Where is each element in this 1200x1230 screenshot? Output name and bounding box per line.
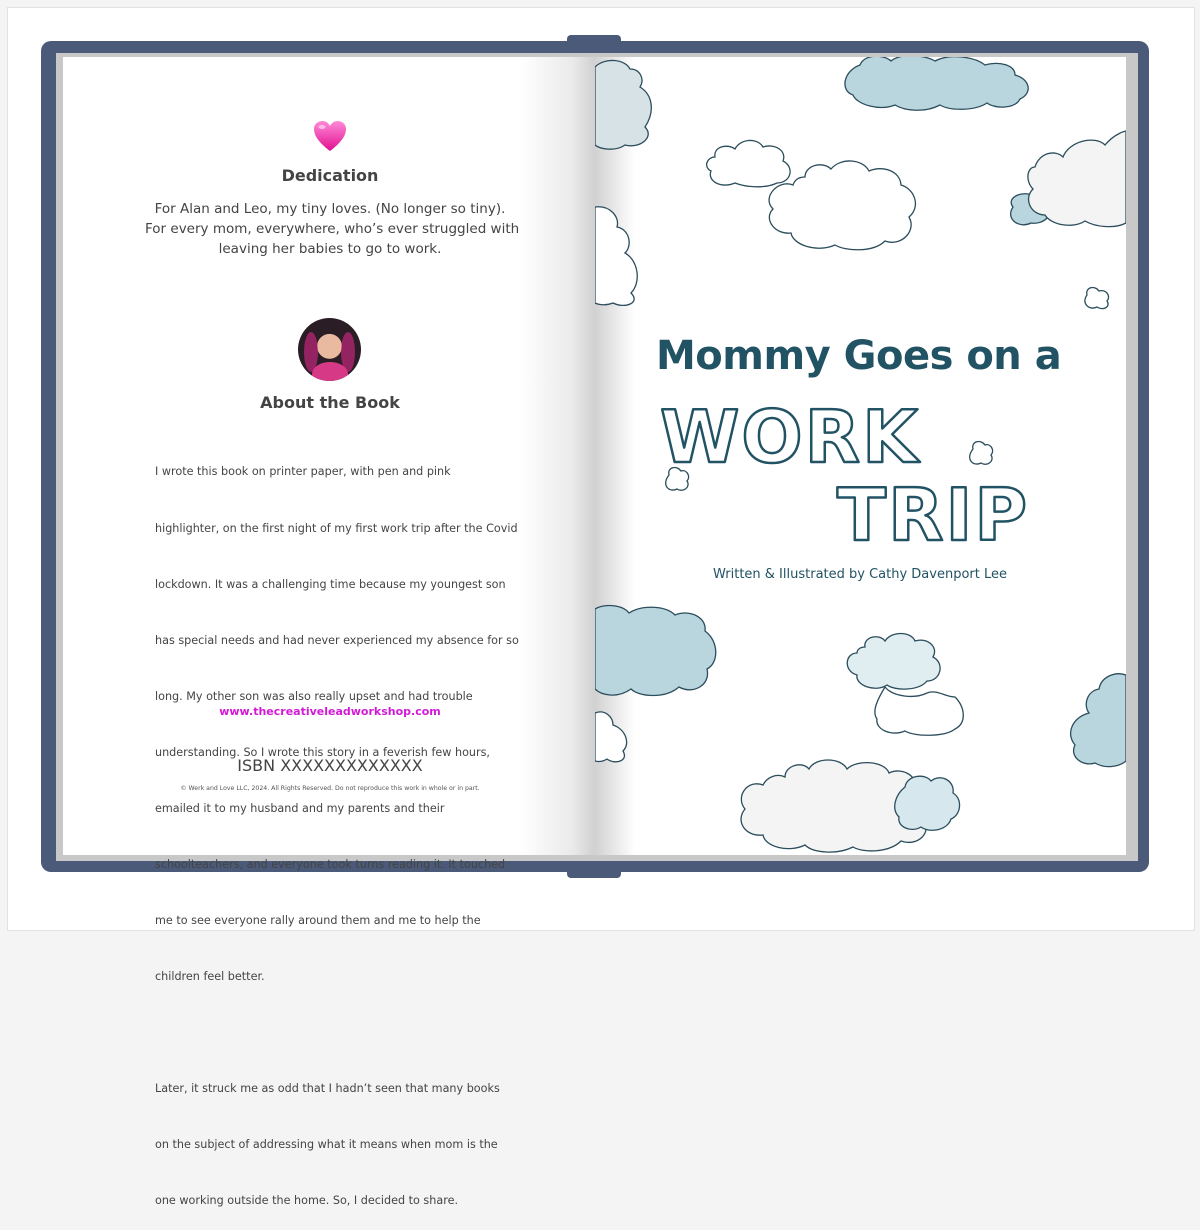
cloud-icon bbox=[595, 712, 627, 762]
about-heading: About the Book bbox=[260, 393, 400, 412]
about-line: schoolteachers, and everyone took turns reading it. It touched bbox=[155, 858, 506, 872]
dedication-line: For Alan and Leo, my tiny loves. (No longer so tiny). bbox=[154, 201, 506, 217]
about-line: Later, it struck me as odd that I hadn’t seen that many books bbox=[155, 1081, 500, 1095]
about-text bbox=[155, 426, 519, 1230]
book-title-bubble-letters bbox=[655, 390, 1075, 550]
cloud-icon bbox=[595, 606, 716, 696]
dedication-line: For every mom, everywhere, who’s ever struggled with bbox=[145, 221, 520, 237]
byline: Written & Illustrated by Cathy Davenport Lee bbox=[713, 567, 1007, 582]
cloud-icon bbox=[845, 57, 1028, 110]
isbn-text: ISBN XXXXXXXXXXXXX bbox=[237, 756, 423, 775]
dedication-line: leaving her babies to go to work. bbox=[218, 241, 442, 257]
about-line: on the subject of addressing what it means when mom is the bbox=[155, 1138, 498, 1152]
cloud-icon bbox=[769, 161, 915, 250]
spine-tab-top bbox=[567, 35, 621, 47]
spine-tab-bottom bbox=[567, 866, 621, 878]
cloud-icon bbox=[847, 634, 940, 690]
author-avatar bbox=[298, 318, 361, 381]
about-line: highlighter, on the first night of my first work trip after the Covid bbox=[155, 521, 518, 535]
cloud-icon bbox=[707, 140, 790, 186]
about-line: understanding. So I wrote this story in a feverish few hours, bbox=[155, 745, 490, 759]
cloud-icon bbox=[1085, 288, 1109, 309]
website-link[interactable]: www.thecreativeleadworkshop.com bbox=[219, 705, 441, 718]
cloud-icon bbox=[875, 687, 963, 735]
about-line: me to see everyone rally around them and me to help the bbox=[155, 914, 481, 928]
about-line: long. My other son was also really upset and had trouble bbox=[155, 689, 473, 703]
title-word-work: WORK bbox=[660, 395, 920, 479]
cloud-icon bbox=[595, 207, 637, 306]
about-line: children feel better. bbox=[155, 970, 265, 984]
about-line: lockdown. It was a challenging time because my youngest son bbox=[155, 577, 506, 591]
title-word-trip: TRIP bbox=[837, 473, 1030, 550]
about-line: I wrote this book on printer paper, with pen and pink bbox=[155, 465, 451, 479]
book-title-line1: Mommy Goes on a bbox=[656, 333, 1062, 379]
gutter-shadow bbox=[520, 57, 595, 855]
cloud-icon bbox=[1028, 131, 1126, 227]
about-line: emailed it to my husband and my parents and their bbox=[155, 802, 445, 816]
cloud-icon bbox=[595, 60, 651, 149]
copyright-text: © Werk and Love LLC, 2024. All Rights Reserved. Do not reproduce this work in whole or in part. bbox=[180, 785, 480, 792]
cloud-icon bbox=[1071, 674, 1126, 767]
dedication-text bbox=[145, 199, 520, 259]
pink-heart-icon bbox=[313, 120, 347, 152]
about-line: one working outside the home. So, I decided to share. bbox=[155, 1194, 459, 1208]
dedication-heading: Dedication bbox=[281, 166, 379, 185]
about-line: has special needs and had never experienced my absence for so bbox=[155, 633, 519, 647]
